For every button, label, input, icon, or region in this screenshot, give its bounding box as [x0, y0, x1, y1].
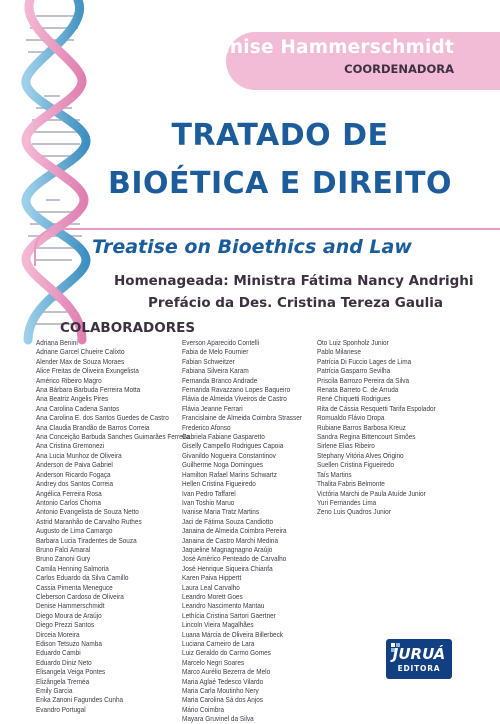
- collaborator-name: Cleberson Cardoso de Oliveira: [36, 591, 124, 601]
- collaborator-name: Eduardo Cambi: [36, 648, 81, 658]
- collaborator-name: Fabia de Melo Fournier: [182, 347, 249, 357]
- collaborator-name: Fabiana Silveira Karam: [182, 366, 249, 376]
- collaborator-name: Oto Luiz Sponholz Junior: [317, 338, 389, 347]
- collaborator-name: Yuri Fernandes Lima: [317, 497, 377, 507]
- collaborator-name: Taís Martins: [317, 469, 352, 479]
- collaborator-name: Cassia Pimenta Meneguce: [36, 582, 113, 592]
- collaborator-name: Erika Zanoni Fagundes Cunha: [36, 695, 124, 705]
- collaborator-name: Fernanda Branco Andrade: [182, 375, 258, 385]
- collaborator-name: Romualdo Flávio Dropa: [317, 413, 385, 423]
- collaborator-name: Bruno Zanoni Gury: [36, 554, 91, 564]
- collaborator-name: Barbara Lucia Tiradentes de Souza: [36, 535, 137, 545]
- collaborator-name: Thalita Fabris Belmonte: [317, 479, 385, 489]
- collaborator-name: Marco Aurélio Bezerra de Melo: [182, 667, 271, 677]
- collaborator-name: Adriane Garcel Chueire Calixto: [36, 347, 125, 357]
- collaborator-name: Victória Marchi de Paula Atuíde Junior: [317, 488, 426, 498]
- collaborator-name: Ana Conceição Barbuda Sanches Guimarães Ferreira: [36, 432, 190, 442]
- collaborator-name: Anderson de Paiva Gabriel: [36, 460, 113, 470]
- collaborator-name: Janaina de Castro Marchi Medina: [182, 535, 279, 545]
- collaborator-name: Pablo Milanese: [317, 347, 361, 357]
- collaborator-name: Lethícia Cristina Sartori Gaertner: [182, 610, 276, 620]
- collaborator-name: Angélica Ferreira Rosa: [36, 488, 102, 498]
- collaborators-column-2: [182, 338, 318, 724]
- book-title-line-2: BIOÉTICA E DIREITO: [107, 166, 453, 201]
- collaborator-name: Camila Henning Salmoria: [36, 563, 109, 573]
- collaborator-name: Eduardo Diniz Neto: [36, 657, 92, 667]
- collaborator-name: Anderson Ricardo Fogaça: [36, 469, 111, 479]
- collaborator-name: Elizângela Treméa: [36, 676, 90, 686]
- collaborators-column-3: [317, 338, 452, 517]
- collaborator-name: Guilherme Noga Domingues: [182, 460, 264, 470]
- collaborator-name: Renata Barreto C. de Arruda: [317, 385, 399, 395]
- collaborator-name: Augusto de Lima Camargo: [36, 526, 113, 536]
- publisher-label: EDITORA: [397, 664, 441, 673]
- collaborator-name: Ana Beatriz Angelis Pires: [36, 394, 109, 404]
- collaborator-name: Flávia de Almeida Viveiros de Castro: [182, 394, 287, 404]
- collaborator-name: Emily Garcia: [36, 686, 73, 696]
- collaborator-name: Diego Prezzi Santos: [36, 620, 95, 630]
- collaborator-name: Maria Aglaé Tedesco Vilardo: [182, 676, 264, 686]
- collaborator-name: Stephany Vitória Alves Origino: [317, 450, 404, 460]
- collaborator-name: Karen Paiva Hippertt: [182, 573, 242, 583]
- collaborator-name: Alender Max de Souza Moraes: [36, 356, 125, 366]
- collaborator-name: Antonio Carlos Chorna: [36, 497, 101, 507]
- collaborator-name: Francislaine de Almeida Coimbra Strasser: [182, 413, 302, 423]
- book-title-line-1: TRATADO DE: [171, 118, 389, 153]
- collaborator-name: Mário Coimbra: [182, 704, 225, 714]
- collaborator-name: Suellen Cristina Figueiredo: [317, 460, 395, 470]
- book-subtitle: Treatise on Bioethics and Law: [92, 236, 412, 258]
- collaborator-name: Ivan Pedro Taffarel: [182, 488, 236, 498]
- collaborator-name: Ana Cristina Gremonezi: [36, 441, 105, 451]
- collaborator-name: Adriana Benini: [36, 338, 78, 347]
- author-name: Denise Hammerschmidt: [201, 37, 454, 58]
- collaborator-name: Lincoln Vieira Magalhães: [182, 620, 254, 630]
- collaborator-name: Laura Leal Carvalho: [182, 582, 240, 592]
- collaborator-name: René Chiquetti Rodrigues: [317, 394, 391, 404]
- preface-line: Prefácio da Des. Cristina Tereza Gaulia: [148, 295, 443, 311]
- collaborator-name: Fernanda Ravazzano Lopes Baqueiro: [182, 385, 291, 395]
- author-role: COORDENADORA: [344, 62, 454, 76]
- collaborator-name: Sandra Regina Bittencourt Simões: [317, 432, 416, 442]
- collaborator-name: Luiz Geraldo do Carmo Gomes: [182, 648, 271, 658]
- collaborator-name: Ana Carolina Cadena Santos: [36, 403, 120, 413]
- collaborator-name: Sirlene Elias Ribeiro: [317, 441, 375, 451]
- collaborator-name: Edison Tetsuzo Namba: [36, 639, 102, 648]
- collaborator-name: Maria Carla Moutinho Nery: [182, 686, 259, 696]
- collaborator-name: Givanildo Nogueira Constantinov: [182, 450, 276, 460]
- collaborator-name: Carlos Eduardo da Silva Camillo: [36, 573, 129, 583]
- collaborator-name: Denise Hammerschmidt: [36, 601, 105, 611]
- collaborator-name: Zeno Luis Quadros Junior: [317, 507, 391, 517]
- collaborator-name: Ivan Toshio Maruo: [182, 497, 235, 507]
- collaborator-name: Jaqueline Magnagnagno Araújo: [182, 544, 273, 554]
- collaborator-name: Diego Moura de Araújo: [36, 610, 102, 620]
- collaborator-name: Luana Márcia de Oliveira Billerbeck: [182, 629, 284, 639]
- collaborator-name: Jaci de Fátima Souza Candiotto: [182, 516, 274, 526]
- collaborator-name: Antonio Evangelista de Souza Netto: [36, 507, 139, 517]
- collaborator-name: Astrid Maranhão de Carvalho Ruthes: [36, 516, 142, 526]
- collaborator-name: Andrey dos Santos Correia: [36, 479, 114, 489]
- collaborator-name: Rita de Cássia Resquetti Tarifa Espolador: [317, 403, 436, 413]
- collaborator-name: Giselly Campello Rodrigues Capoia: [182, 441, 284, 451]
- publisher-name: JURUÁ: [392, 645, 446, 663]
- collaborator-name: Américo Ribeiro Magro: [36, 375, 102, 385]
- collaborator-name: Hellen Cristina Figueiredo: [182, 479, 256, 489]
- publisher-logo: [386, 639, 452, 679]
- collaborator-name: Flávia Jeanne Ferrari: [182, 403, 243, 413]
- collaborator-name: Janaina de Almeida Coimbra Pereira: [182, 526, 287, 536]
- collaborator-name: Ivanise Maria Tratz Martins: [182, 507, 260, 517]
- collaborator-name: Frederico Afonso: [182, 422, 231, 432]
- collaborator-name: Elisangela Veiga Pontes: [36, 667, 106, 677]
- collaborator-name: Everson Aparecido Contelli: [182, 338, 260, 347]
- collaborator-name: Patrícia Gasparro Sevilha: [317, 366, 391, 376]
- collaborator-name: Ana Claudia Brandão de Barros Correia: [36, 422, 150, 432]
- collaborator-name: Leandro Morett Goes: [182, 591, 243, 601]
- collaborator-name: Leandro Nascimento Mantau: [182, 601, 265, 611]
- collaborator-name: Fabian Schweitzer: [182, 356, 235, 366]
- collaborator-name: Hamilton Rafael Marins Schwartz: [182, 469, 277, 479]
- collaborator-name: Luciana Carneiro de Lara: [182, 639, 255, 648]
- collaborator-name: José Américo Penteado de Carvalho: [182, 554, 287, 564]
- collaborators-heading: COLABORADORES: [60, 320, 196, 336]
- collaborator-name: Marcelo Negri Soares: [182, 657, 245, 667]
- collaborator-name: Evandro Portugal: [36, 704, 86, 714]
- collaborator-name: Rubiane Barros Barbosa Kreuz: [317, 422, 406, 432]
- collaborator-name: Alice Freitas de Oliveira Exungelista: [36, 366, 139, 376]
- collaborator-name: Ana Lucia Munhoz de Oliveira: [36, 450, 122, 460]
- collaborator-name: Dirceia Moreira: [36, 629, 80, 639]
- collaborator-name: Priscila Barrozo Pereira da Silva: [317, 375, 410, 385]
- collaborator-name: Ana Bárbara Barbuda Ferreira Motta: [36, 385, 141, 395]
- collaborator-name: Mayara Gruvinel da Silva: [182, 714, 254, 724]
- collaborator-name: Patrícia Di Fuccio Lages de Lima: [317, 356, 412, 366]
- collaborator-name: Ana Carolina E. dos Santos Guedes de Castro: [36, 413, 169, 423]
- collaborator-name: José Henrique Siqueira Chianfa: [182, 563, 273, 573]
- collaborator-name: Bruno Falci Amaral: [36, 544, 91, 554]
- collaborator-name: Gabriela Fabiane Gasparetto: [182, 432, 265, 442]
- honoree-line: Homenageada: Ministra Fátima Nancy Andrighi: [114, 273, 474, 289]
- collaborator-name: Maria Carolina Sá dos Anjos: [182, 695, 264, 705]
